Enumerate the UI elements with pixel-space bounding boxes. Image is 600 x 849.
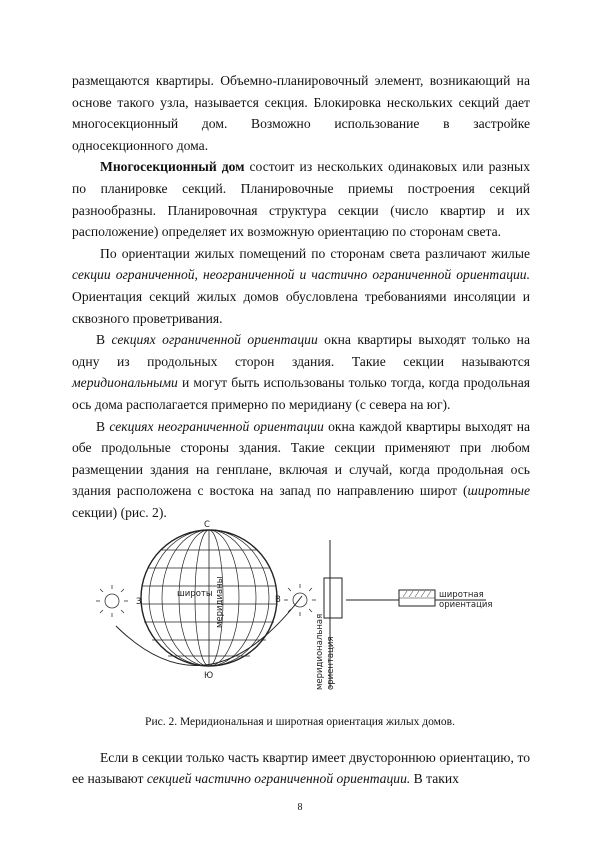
paragraph-3-text-b: Ориентация секций жилых домов обусловлена требованиями инсоляции и сквозного проветривания. — [72, 288, 530, 326]
term-partially-limited: секцией частично ограниченной ориентации. — [146, 771, 411, 787]
label-latitudinal-2: ориентация — [439, 600, 493, 610]
label-meridional-1: меридиональная — [315, 613, 325, 690]
label-north: С — [204, 520, 210, 530]
label-parallels: широты — [177, 589, 213, 599]
paragraph-4-text-a: В — [96, 332, 112, 348]
body-text-top — [72, 70, 530, 523]
label-south: Ю — [204, 671, 214, 681]
paragraph-3-text-a: По ориентации жилых помещений по сторонам света различают жилые — [100, 245, 530, 261]
paragraph-3-italic: секции ограниченной, неограниченной и частично ограниченной ориентации. — [72, 267, 530, 283]
paragraph-5-text-c: секции) (рис. 2). — [72, 504, 167, 520]
page-number: 8 — [297, 802, 303, 813]
paragraph-2 — [72, 156, 530, 242]
paragraph-6-text-b: В таких — [410, 771, 459, 787]
label-east: В — [275, 595, 281, 605]
paragraph-3 — [72, 243, 530, 329]
label-west: З — [136, 597, 142, 607]
term-latitudinal: широтные — [467, 483, 530, 499]
label-meridians: меридианы — [215, 576, 225, 628]
figure-caption: Рис. 2. Меридиональная и широтная ориентация жилых домов. — [145, 716, 455, 728]
paragraph-4 — [72, 329, 530, 415]
building-schemes — [324, 540, 486, 688]
term-limited-orientation: секциях ограниченной ориентации — [111, 332, 318, 348]
label-meridional-2: ориентация — [326, 636, 336, 690]
paragraph-1-text: размещаются квартиры. Объемно-планировочный элемент, возникающий на основе такого узла, называется секция. Блокировка нескольких секций дает многосекционный дом. Возможно использование в застройке односекционного дома. — [72, 73, 530, 153]
figure-orientation-diagram — [86, 518, 526, 718]
paragraph-5-text-b: окна каждой квартиры выходят на обе продольные стороны здания. Такие секции применяют при любом размещении здания на генплане, включая и случай, когда продольная ось здания расположена с востока на запад по направлению широт ( — [72, 418, 530, 499]
paragraph-6 — [72, 747, 530, 790]
paragraph-6-text-a: Если в секции только часть квартир имеет двустороннюю ориентацию, то ее называют — [72, 749, 530, 787]
term-meridional: меридиональными — [72, 375, 178, 391]
body-text-bottom — [72, 733, 530, 803]
paragraph-4-text-c: и могут быть использованы только тогда, когда продольная ось дома располагается примерно по меридиану (с севера на юг). — [72, 375, 530, 412]
paragraph-4-text-b: окна квартиры выходят только на одну из продольных сторон здания. Такие секции называются — [72, 332, 530, 369]
sun-east-icon — [284, 584, 316, 616]
sun-west-icon — [96, 585, 128, 617]
label-latitudinal-1: широтная — [439, 590, 484, 600]
paragraph-5-text-a: В — [96, 418, 110, 434]
paragraph-1 — [72, 70, 530, 156]
meridional-building — [324, 578, 342, 618]
paragraph-2-text: состоит из нескольких одинаковых или разных по планировке секций. Планировочные приемы построения секций разнообразны. Планировочная структура секции (число квартир и их расположение) определяет их возможную ориентацию по сторонам света. — [72, 159, 530, 240]
term-unlimited-orientation: секциях неограниченной ориентации — [109, 418, 324, 434]
term-multisection-house: Многосекционный дом — [100, 159, 245, 175]
paragraph-5 — [72, 416, 530, 524]
